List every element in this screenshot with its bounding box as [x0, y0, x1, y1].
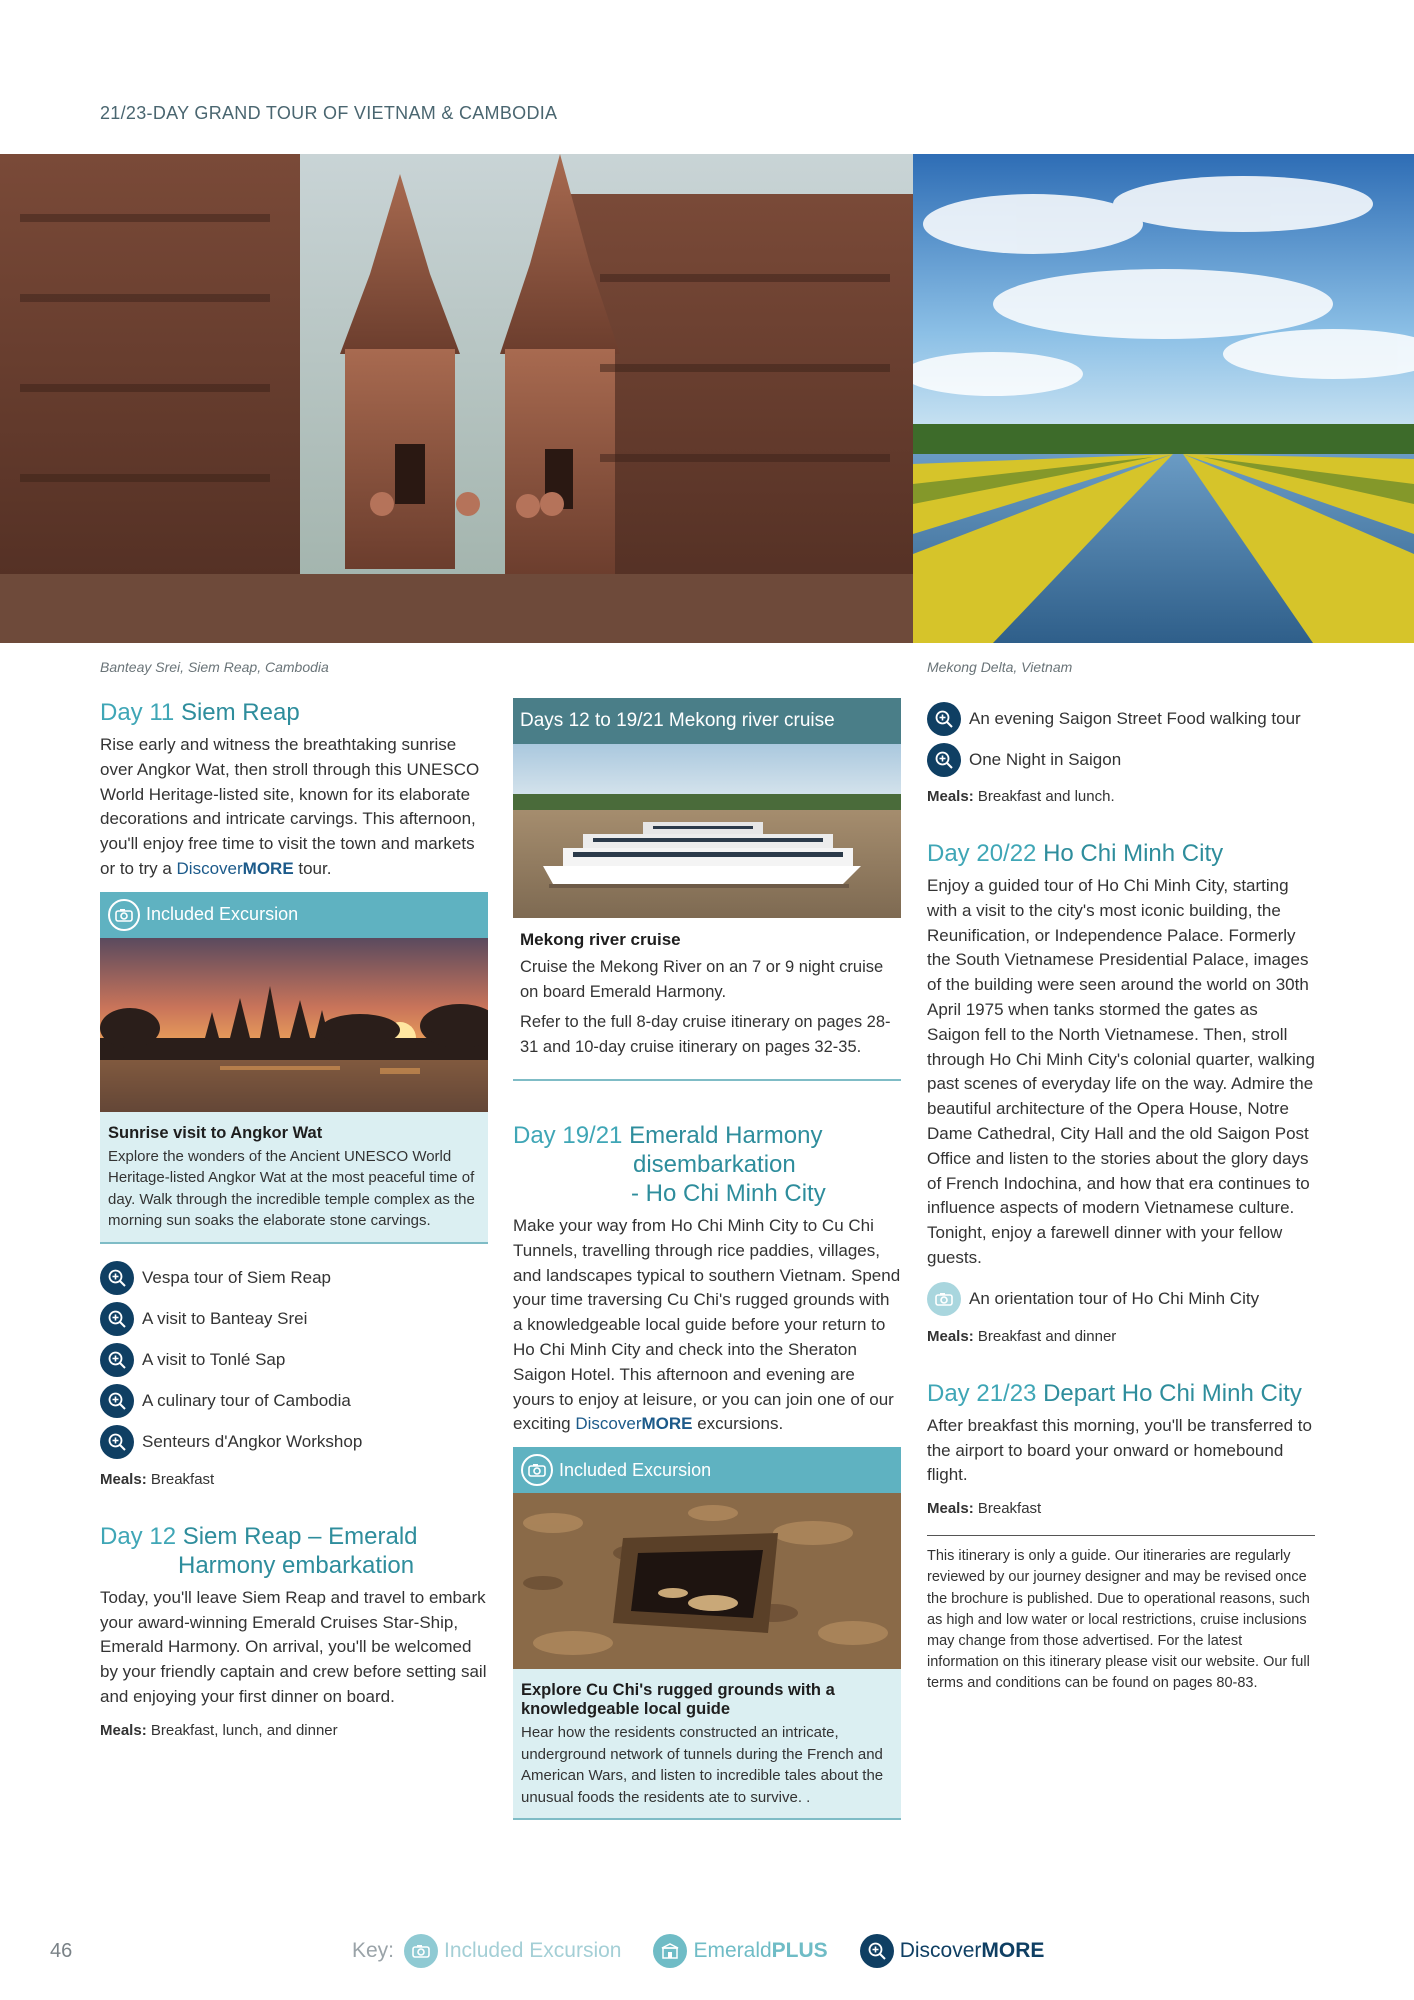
included-excursion-label: Included Excursion — [146, 904, 299, 925]
day11-body: Rise early and witness the breathtaking sunrise over Angkor Wat, then stroll through this UNESCO World Heritage-listed site, known for its elaborate decorations and intricate carvings. This afternoon, you'll enjoy free time to visit the town and markets or to try a DiscoverMORE tour. — [100, 735, 480, 878]
day20-meals: Meals: Breakfast and dinner — [927, 1327, 1117, 1345]
discover-more-icon — [927, 743, 961, 777]
discover-more-link[interactable]: DiscoverMORE — [176, 858, 294, 878]
day19-discover-list — [927, 698, 1315, 780]
day11-heading — [100, 698, 488, 727]
discover-more-icon — [100, 1261, 134, 1295]
day19-title-line3: - Ho Chi Minh City — [631, 1180, 826, 1207]
column-2 — [513, 698, 901, 1820]
excursion-description: Hear how the residents constructed an intricate, underground network of tunnels during the French and American Wars, and listen to incredible tales about the unusual foods the residents ate to survive. . — [521, 1724, 884, 1806]
day21-title: Depart Ho Chi Minh City — [1043, 1379, 1302, 1407]
discover-more-icon — [100, 1425, 134, 1459]
camera-icon — [927, 1282, 961, 1316]
page-header-title: 21/23-DAY GRAND TOUR OF VIETNAM & CAMBODIA — [100, 103, 558, 123]
day21-meals: Meals: Breakfast — [927, 1500, 1042, 1518]
discover-more-icon — [100, 1384, 134, 1418]
day19-number: Day 19/21 — [513, 1122, 623, 1149]
key-label: Key: — [352, 1939, 395, 1962]
caption-mekong-delta: Mekong Delta, Vietnam — [927, 659, 1073, 675]
excursion-title: Explore Cu Chi's rugged grounds with a knowledgeable local guide — [521, 1681, 835, 1719]
list-item[interactable]: A culinary tour of Cambodia — [100, 1381, 488, 1422]
column-1 — [100, 698, 488, 1739]
angkor-wat-sunrise-image — [100, 938, 488, 1112]
page-number: 46 — [50, 1940, 73, 1962]
camera-icon — [404, 1934, 438, 1968]
included-excursion-bar — [513, 1447, 901, 1493]
discover-more-icon — [100, 1343, 134, 1377]
hero-image-banteay-srei — [0, 154, 913, 643]
key-discover-more: DiscoverMORE — [860, 1934, 1045, 1968]
list-item[interactable]: Senteurs d'Angkor Workshop — [100, 1422, 488, 1463]
day11-meals: Meals: Breakfast — [100, 1470, 215, 1488]
day19-title-line2: disembarkation — [633, 1151, 796, 1178]
discover-more-icon — [927, 702, 961, 736]
discover-more-icon — [860, 1934, 894, 1968]
caption-banteay-srei: Banteay Srei, Siem Reap, Cambodia — [100, 659, 329, 675]
cruise-title: Mekong river cruise — [520, 930, 681, 949]
list-item[interactable]: One Night in Saigon — [927, 739, 1315, 780]
key-included-excursion: Included Excursion — [404, 1934, 621, 1968]
list-item[interactable]: An orientation tour of Ho Chi Minh City — [927, 1279, 1315, 1320]
discover-more-icon — [100, 1302, 134, 1336]
excursion-description: Explore the wonders of the Ancient UNESCO World Heritage-listed Angkor Wat at the most peaceful time of day. Walk through the incredible temple complex as the morning sun soaks the elaborate stone carvings. — [108, 1147, 475, 1230]
camera-icon — [108, 899, 140, 931]
day12-number: Day 12 — [100, 1522, 177, 1550]
day19-heading — [513, 1121, 901, 1208]
list-item[interactable]: A visit to Tonlé Sap — [100, 1340, 488, 1381]
cruise-ship-image — [513, 744, 901, 918]
cruise-bar: Days 12 to 19/21 Mekong river cruise — [513, 698, 901, 744]
day11-included-excursion — [100, 892, 488, 1244]
cruise-reference: Refer to the full 8-day cruise itinerary on pages 28-31 and 10-day cruise itinerary on pages 32-35. — [520, 1013, 891, 1056]
day20-number: Day 20/22 — [927, 840, 1037, 867]
camera-icon — [521, 1454, 553, 1486]
included-excursion-bar — [100, 892, 488, 938]
day12-title-line2: Harmony embarkation — [178, 1551, 415, 1579]
day19-included-excursion — [513, 1447, 901, 1820]
key-emerald-plus: EmeraldPLUS — [653, 1934, 827, 1968]
cu-chi-tunnel-image — [513, 1493, 901, 1669]
day20-excursion-list — [927, 1279, 1315, 1320]
day19-meals: Meals: Breakfast and lunch. — [927, 788, 1115, 805]
column-3 — [927, 698, 1315, 1695]
hero-image-mekong-delta — [913, 154, 1414, 643]
cruise-description: Cruise the Mekong River on an 7 or 9 night cruise on board Emerald Harmony. — [520, 958, 884, 1001]
day12-heading — [100, 1522, 488, 1580]
list-item[interactable]: An evening Saigon Street Food walking tour — [927, 698, 1315, 739]
day12-meals: Meals: Breakfast, lunch, and dinner — [100, 1721, 338, 1739]
itinerary-disclaimer: This itinerary is only a guide. Our itineraries are regularly reviewed by our journey designer and may be revised once the brochure is published. Due to operational reasons, such as high and low water or local restrictions, cruise inclusions may change from those advertised. For the latest information on this itinerary please visit our website. Our full terms and conditions can be found on pages 80-83. — [927, 1535, 1315, 1694]
day19-title-line1: Emerald Harmony — [629, 1122, 823, 1149]
day11-number: Day 11 — [100, 699, 175, 726]
day20-title: Ho Chi Minh City — [1043, 840, 1224, 867]
day21-number: Day 21/23 — [927, 1379, 1037, 1407]
cruise-box — [513, 698, 901, 1081]
day19-body: Make your way from Ho Chi Minh City to Cu Chi Tunnels, travelling through rice paddies, villages, and landscapes typical to southern Vietnam. Spend your time traversing Cu Chi's rugged grounds with a knowledgeable local guide before your return to Ho Chi Minh City and check into the Sheraton Saigon Hotel. This afternoon and evening are yours to enjoy at leisure, or you can join one of our exciting DiscoverMORE excursions. — [513, 1216, 901, 1434]
day12-body: Today, you'll leave Siem Reap and travel to embark your award-winning Emerald Cruises Star-Ship, Emerald Harmony. On arrival, you'll be welcomed by your friendly captain and crew before setting sail and enjoying your first dinner on board. — [100, 1587, 487, 1706]
included-excursion-label: Included Excursion — [559, 1459, 712, 1480]
excursion-title: Sunrise visit to Angkor Wat — [108, 1123, 323, 1142]
day20-heading — [927, 839, 1315, 868]
day11-title: Siem Reap — [180, 699, 300, 726]
building-icon — [653, 1934, 687, 1968]
day11-discover-list — [100, 1258, 488, 1463]
list-item[interactable]: A visit to Banteay Srei — [100, 1299, 488, 1340]
day20-body: Enjoy a guided tour of Ho Chi Minh City, starting with a visit to the city's most iconic building, the Reunification, or Independence Palace. Formerly the South Vietnamese Presidential Palace, images of the building were seen around the world on 30th April 1975 when tanks stormed the gates as Saigon fell to the North Vietnamese. Then, stroll through Ho Chi Minh City's colonial quarter, walking past scenes of everyday life on the way. Admire the beautiful architecture of the Opera House, Notre Dame Cathedral, City Hall and the old Saigon Post Office and listen to the stories about the glory days of French Indochina, and how that era continues to influence aspects of modern Vietnamese culture. Tonight, enjoy a farewell dinner with your fellow guests. — [927, 876, 1315, 1267]
day21-body: After breakfast this morning, you'll be transferred to the airport to board your onward or homebound flight. — [927, 1415, 1312, 1485]
discover-more-link[interactable]: DiscoverMORE — [575, 1414, 693, 1434]
list-item[interactable]: Vespa tour of Siem Reap — [100, 1258, 488, 1299]
day12-title-line1: Siem Reap – Emerald — [182, 1522, 418, 1550]
key-legend — [352, 1932, 1076, 1970]
day21-heading — [927, 1379, 1315, 1408]
